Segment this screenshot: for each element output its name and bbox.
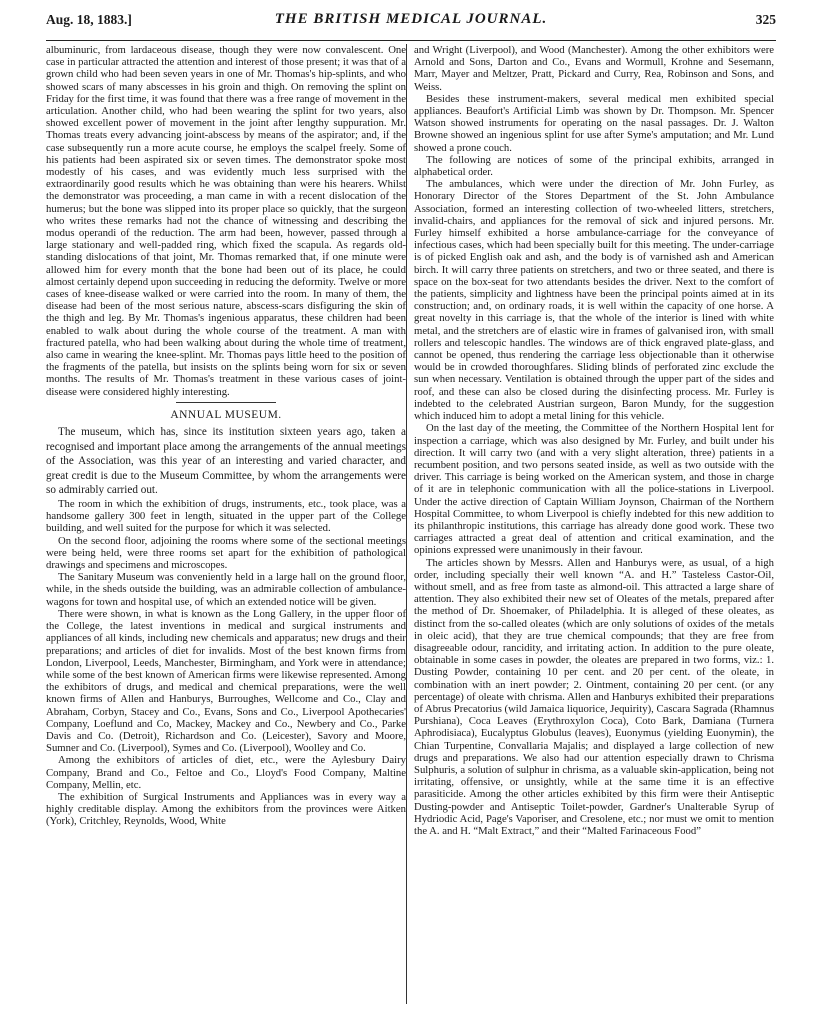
paragraph: There were shown, in what is known as the Long Gallery, in the upper floor of the College, the latest inventions in medical and surgical instruments and appliances of all kinds, including new chemicals and apparatus; new drugs and their preparations; and articles of diet for invalids. Most of the best known firms from London, Liverpool, Leeds, Manchester, Birmingham, and York were in attendance; while some of the best known of American firms were likewise represented. Among the exhibitors of drugs, and medical and chemical preparations, were the well known firms of Allen and Hanburys, Burroughes, Wellcome and Co., Clay and Abraham, Corbyn, Stacey and Co., Evans, Sons and Co., Liverpool Apothecaries' Company, Loeflund and Co, Mackey, Mackey and Co., Newbery and Co., Parke Davis and Co. (Detroit), Richardson and Co. (Leicester), Savory and Moore, Sumner and Co. (Liverpool), Symes and Co. (Liverpool), Woolley and Co. [46, 607, 406, 755]
column-divider [406, 44, 407, 1004]
paragraph: Besides these instrument-makers, several medical men exhibited special appliances. Beaufort's Artificial Limb was shown by Dr. Thompson. Mr. Spencer Watson showed instruments for operating on the nasal passages. Dr. J. Walton Browne showed an ingenious splint for use after Syme's amputation; and Mr. Lund showed a prone couch. [414, 92, 774, 154]
right-column [414, 44, 774, 1004]
paragraph: The Sanitary Museum was conveniently held in a large hall on the ground floor, while, in the sheds outside the building, was an admirable collection of ambulance-wagons for town and hospital use, of which an extended notice will be given. [46, 571, 406, 608]
journal-title: THE BRITISH MEDICAL JOURNAL. [274, 11, 548, 27]
left-column [46, 44, 406, 1004]
paragraph: The room in which the exhibition of drugs, instruments, etc., took place, was a handsome gallery 300 feet in length, situated in the upper part of the College building, and well suited for the purpose for which it was selected. [46, 498, 406, 535]
paragraph: The articles shown by Messrs. Allen and Hanburys were, as usual, of a high order, including specially their well known “A. and H.” Tasteless Castor-Oil, without smell, and as free from taste as almond-oil. This attracted a large share of attention. They also exhibited their new set of Oleates of the metals, prepared after the method of Dr. Shoemaker, of Philadelphia. It is alleged of these oleates, as distinct from the so-called oleates (which are only solutions of oxides of the metals in oleic acid), that they are true chemical compounds; that they are free from disagreeable odour, rancidity, and irritating action. In addition to the pure oleate, obtainable in some cases in powder, the oleates are prepared in two forms, viz.: 1. Dusting Powder, containing 10 per cent. and 20 per cent. of the oleate, in combination with an inert powder; 2. Ointment, containing 20 per cent. (or any percentage) of oleate with chrisma. Allen and Hanburys exhibited their preparations of Abrus Precatorius (wild Jamaica liquorice, Jequirity), Cascara Sagrada (Rhamnus Purshiana), Coca Leaves (Erythroxylon Coca), Coto Bark, Damiana (Turnera Aphrodisiaca), Eucalyptus Globulus (leaves), Euonymus (yielding Euonymin), the Chian Turpentine, Convallaria Majalis; and displayed a large collection of new drugs and preparations. We also had our attention especially drawn to Chrisma Sulphuris, a solution of sulphur in chrisma, as a valuable skin-application, being not irritating, offensive, or unsightly, while at the same time it is an effective parasiticide. Among the other articles exhibited by this firm were their Antiseptic Dusting-powder and Antiseptic Toilet-powder, Gardner's Unalterable Syrup of Hydriodic Acid, Page's Vaporiser, and Cresolene, etc.; nor must we omit to mention the A. and H. “Malt Extract,” and their “Malted Farinaceous Food” [414, 556, 774, 837]
page-number: 325 [755, 12, 776, 27]
issue-date: Aug. 18, 1883.] [46, 12, 132, 27]
header-rule [46, 40, 776, 41]
paragraph: On the second floor, adjoining the rooms where some of the sectional meetings were being held, were three rooms set apart for the exhibition of pathological drawings and specimens and microscopes. [46, 534, 406, 572]
paragraph: Among the exhibitors of articles of diet, etc., were the Aylesbury Dairy Company, Brand and Co., Feltoe and Co., Lloyd's Food Company, Maltine Company, Mellin, etc. [46, 754, 406, 791]
paragraph: and Wright (Liverpool), and Wood (Manchester). Among the other exhibitors were Arnold and Sons, Darton and Co., Evans and Wormull, Krohne and Sesemann, Marr, Mayer and Meltzer, Pratt, Pickard and Curry, Rea, Robinson and Sons, and Weiss. [414, 44, 774, 93]
section-divider [176, 402, 276, 403]
paragraph: albuminuric, from lardaceous disease, though they were now convalescent. One case in particular attracted the attention and interest of those present; it was that of a grown child who had been seven years in one of Mr. Thomas's hip-splints, and who showed scars of many abscesses in his groin and thigh. On removing the splint on Friday for the first time, it was found that there was a free range of movement in the articulation. Another child, who had been wearing the splint for two years, also showed excellent power of movement in the joint after lengthy suppuration. Mr. Thomas treats every advancing joint-abscess by means of the aspirator; and, if the case subsequently run a more acute course, he employs the scalpel freely. Some of his patients had been aspirated six or seven times. The demonstrator spoke most modestly of his cases, and was evidently much less surprised with the extraordinarily good results which he was obtaining than were his hearers. Whilst the demonstrator was proceeding, a man came in with a recent dislocation of the humerus; but the bone was slipped into its proper place so quickly, that the surgeon who writes these remarks had not the chance of witnessing and describing the modus operandi of the reduction. The arm had been, however, passed through a large stationary and well-padded ring, which fixed the scapula. As regards old-standing dislocations of that joint, Mr. Thomas remarked that, if one minute were allowed him for every month that the bone had been out of its place, he could almost certainly depend upon succeeding in reducing the deformity. Twelve or more cases of knee-disease walked or were carried into the room. In many of them, the disease had been of the most serious nature, abscess-scars disfiguring the skin of the thigh and leg. By Mr. Thomas's ingenious apparatus, these children had been enabled to walk about during the whole course of the treatment. A man with fractured patella, who had been walking about during the whole time of treatment, also came in wearing the knee-splint. Mr. Thomas pays little heed to the position of the fragments of the patella, but insists on the splints being worn for six or seven months. The results of Mr. Thomas's treatment in these various cases of joint-disease were considered highly interesting. [46, 44, 406, 398]
paragraph: The exhibition of Surgical Instruments and Appliances was in every way a highly creditable display. Among the exhibitors from the provinces were Aitken (York), Critchley, Reynolds, Wood, White [46, 790, 406, 828]
paragraph: The following are notices of some of the principal exhibits, arranged in alphabetical order. [414, 153, 774, 179]
paragraph: The ambulances, which were under the direction of Mr. John Furley, as Honorary Director of the Stores Department of the St. John Ambulance Association, formed an interesting collection of two-wheeled litters, stretchers, invalid-chairs, and appliances for the removal of sick and injured persons. Mr. Furley himself exhibited a horse ambulance-carriage for the conveyance of infectious cases, which had been specially built for this meeting. The under-carriage is of picked English oak and ash, and the body is of varnished ash and American birch. It will carry three patients on stretchers, and two or three seated, and there is space on the box-seat for two attendants besides the driver. Next to the comfort of the patients, simplicity and lightness have been the principal points aimed at in its construction; and, on ordinary roads, it is well within the capacity of one horse. A great novelty in this carriage is, that the whole of the interior is lined with white metal, and the stretchers are of elastic wire in frames of galvanised iron, with small rollers and telescopic handles. The windows are of thick engraved plate-glass, and cannot be opened, thus rendering the carriage less objectionable than it otherwise would be in crowded thoroughfares. Sliding blinds of perforated zinc exclude the sun when necessary. Ventilation is obtained through the upper part of the sides and roof, and these can also be closed during the disinfecting process. Mr. Furley is indebted to the celebrated Austrian surgeon, Baron Mundy, for the suggestion which induced him to adopt a metal lining for this vehicle. [414, 178, 774, 423]
page-header [46, 6, 776, 36]
paragraph: On the last day of the meeting, the Committee of the Northern Hospital lent for inspection a carriage, which was also designed by Mr. Furley, and built under his direction. It will carry two (and with a very slight alteration, three) patients in a recumbent position, and two persons seated inside, as well as two outside with the driver. This carriage is being worked on the American system, and those in charge of it are in telephonic communication with all the police-stations in Liverpool. Under the active direction of Captain William Joynson, Chairman of the Northern Hospital Committee, to whom Liverpool is chiefly indebted for this new addition to its philanthropic institutions, this carriage has already done good work. These two carriages attracted a great deal of attention and critical examination, and the opinions expressed were unanimously in their favour. [414, 422, 774, 557]
paragraph: The museum, which has, since its institution sixteen years ago, taken a recognised and important place among the arrangements of the annual meetings of the Association, was this year of an interesting and varied character, and great credit is due to the Museum Committee, by whom the arrangements were so admirably carried out. [46, 426, 406, 497]
section-title: ANNUAL MUSEUM. [170, 408, 282, 421]
